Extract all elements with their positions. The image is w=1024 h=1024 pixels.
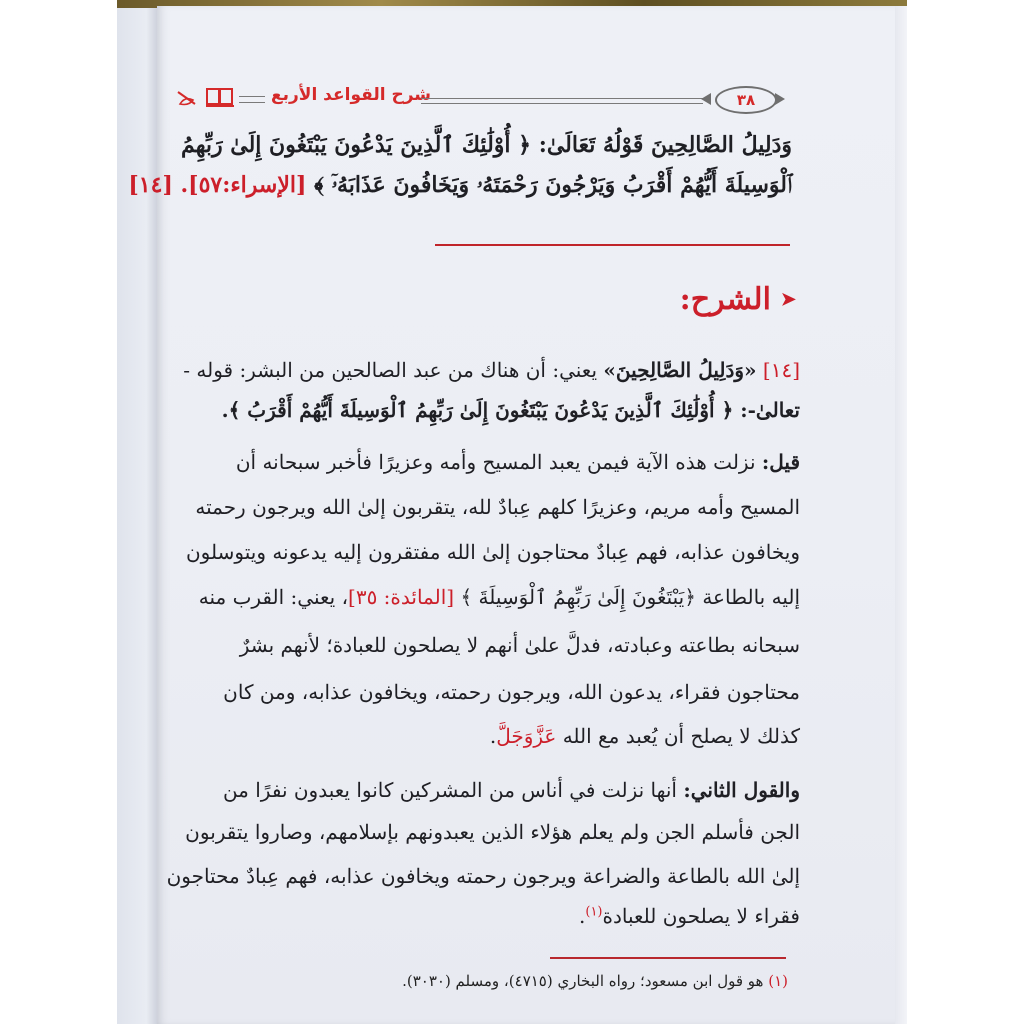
footnote <box>402 972 788 990</box>
para2-line-1 <box>236 450 800 474</box>
para3-line-3: إلىٰ الله بالطاعة والضراعة ويرجون رحمته ويخافون عذابه، فهم عِبادٌ محتاجون <box>166 864 800 888</box>
para1-line-1 <box>183 358 800 382</box>
para2-line-5: سبحانه بطاعته وعبادته، فدلَّ علىٰ أنهم لا يصلحون للعبادة؛ لأنهم بشرٌ <box>239 633 800 657</box>
verse-reference: [الإسراء:٥٧]. [١٤] <box>128 172 307 198</box>
matn-line-2 <box>128 172 792 198</box>
period: . <box>579 904 586 928</box>
matn-verse: ٱلْوَسِيلَةَ أَيُّهُمْ أَقْرَبُ وَيَرْجُونَ رَحْمَتَهُۥ وَيَخَافُونَ عَذَابَهُۥٓ ﴾ <box>314 172 792 198</box>
sharh-heading-text: الشرح: <box>679 282 771 317</box>
para3-text: فقراء لا يصلحون للعبادة <box>602 904 800 928</box>
para3-text: أنها نزلت في أناس من المشركين كانوا يعبدون نفرًا من <box>222 778 677 802</box>
para2-verse: إليه بالطاعة ﴿يَبْتَغُونَ إِلَىٰ رَبِّهِمُ ٱلْوَسِيلَةَ ﴾ <box>460 585 800 609</box>
ref-marker: [١٤] <box>762 358 800 382</box>
para3-line-1 <box>223 778 800 802</box>
para2-line-6: محتاجون فقراء، يدعون الله، ويرجون رحمته، ويخافون عذابه، ومن كان <box>223 680 800 704</box>
para2-text: كذلك لا يصلح أن يُعبد مع الله <box>562 724 800 748</box>
para2-line-2: المسيح وأمه مريم، وعزيرًا كلهم عِبادٌ لله، يتقربون إلىٰ الله ويرجون رحمته <box>195 495 800 519</box>
para2-lead: قيل: <box>761 450 800 474</box>
para3-line-2: الجن فأسلم الجن ولم يعلم هؤلاء الذين يعبدونهم بإسلامهم، وصاروا يتقربون <box>185 820 800 844</box>
para3-line-4 <box>579 904 800 928</box>
para2-text: ، يعني: القرب منه <box>198 585 349 609</box>
book-title: شرح القواعد الأربع <box>271 85 432 105</box>
period: . <box>489 724 497 748</box>
heading-arrow-icon: ➤ <box>780 289 796 310</box>
footnote-number: (١) <box>768 972 788 990</box>
section-divider <box>435 244 790 246</box>
page-number: ٣٨ <box>715 86 777 114</box>
footnote-divider <box>550 957 786 959</box>
para1-text: يعني: أن هناك من عبد الصالحين من البشر: قوله - <box>183 358 598 382</box>
quoted-phrase: «وَدَلِيلُ الصَّالِحِينَ» <box>603 358 757 382</box>
para1-line-2: تعالىٰ-: ﴿ أُوْلَٰئِكَ ٱلَّذِينَ يَدْعُونَ يَبْتَغُونَ إِلَىٰ رَبِّهِمُ ٱلْوَسِيلَةَ أَيُّهُمْ أَقْرَبُ ﴾. <box>221 398 800 422</box>
matn-line-1: وَدَلِيلُ الصَّالِحِينَ قَوْلُهُ تَعَالَىٰ: ﴿ أُوْلَٰئِكَ ٱلَّذِينَ يَدْعُونَ يَبْتَغُونَ إِلَىٰ رَبِّهِمُ <box>181 132 792 158</box>
para2-line-7 <box>490 724 800 748</box>
footnote-marker[interactable]: (١) <box>585 904 603 920</box>
para3-lead: والقول الثاني: <box>683 778 800 802</box>
para2-text: نزلت هذه الآية فيمن يعبد المسيح وأمه وعزيرًا فأخبر سبحانه أن <box>235 450 756 474</box>
honorific: عَزَّوَجَلَّ <box>496 724 557 748</box>
para2-line-4 <box>199 585 800 609</box>
footnote-text: هو قول ابن مسعود؛ رواه البخاري (٤٧١٥)، ومسلم (٣٠٣٠). <box>402 972 764 990</box>
sharh-heading <box>680 282 796 317</box>
verse-reference: [المائدة: ٣٥] <box>348 585 455 609</box>
para2-line-3: ويخافون عذابه، فهم عِبادٌ محتاجون إلىٰ الله مفتقرون إليه يدعونه ويتوسلون <box>185 540 800 564</box>
